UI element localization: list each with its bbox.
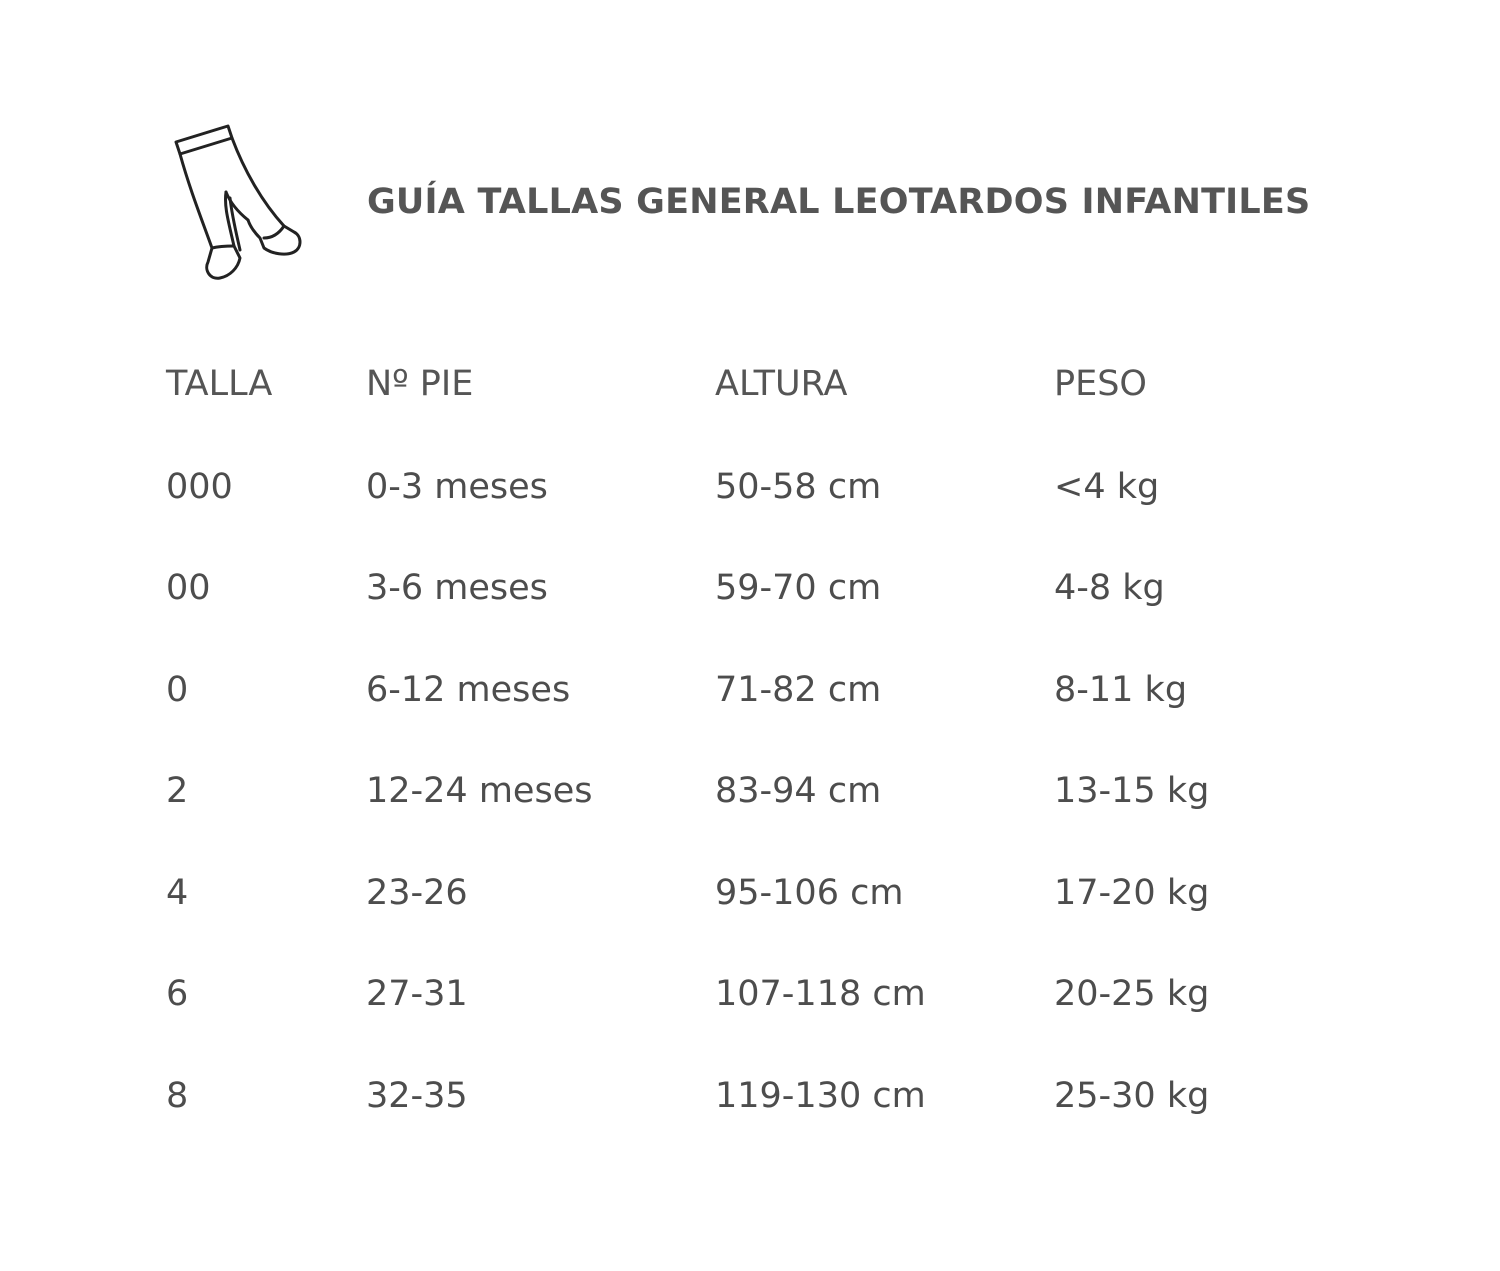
cell-talla: 00 xyxy=(166,568,211,609)
table-row xyxy=(166,639,1304,741)
cell-altura: 50-58 cm xyxy=(715,466,882,507)
cell-peso: 20-25 kg xyxy=(1054,974,1210,1015)
table-row xyxy=(166,944,1304,1046)
cell-peso: <4 kg xyxy=(1054,466,1160,507)
cell-pie: 12-24 meses xyxy=(366,771,593,812)
table-row xyxy=(166,538,1304,640)
size-table xyxy=(166,360,1304,1147)
column-header-altura: ALTURA xyxy=(715,364,848,404)
column-header-pie: Nº PIE xyxy=(366,364,474,404)
cell-peso: 17-20 kg xyxy=(1054,872,1210,913)
cell-peso: 13-15 kg xyxy=(1054,771,1210,812)
cell-altura: 107-118 cm xyxy=(715,974,926,1015)
table-row xyxy=(166,842,1304,944)
cell-talla: 4 xyxy=(166,872,189,913)
table-row xyxy=(166,741,1304,843)
cell-altura: 59-70 cm xyxy=(715,568,882,609)
cell-talla: 000 xyxy=(166,466,233,507)
cell-pie: 27-31 xyxy=(366,974,468,1015)
cell-altura: 83-94 cm xyxy=(715,771,882,812)
cell-peso: 25-30 kg xyxy=(1054,1075,1210,1116)
cell-pie: 32-35 xyxy=(366,1075,468,1116)
cell-talla: 8 xyxy=(166,1075,189,1116)
table-header-row xyxy=(166,360,1304,436)
cell-altura: 71-82 cm xyxy=(715,669,882,710)
column-header-peso: PESO xyxy=(1054,364,1147,404)
cell-pie: 0-3 meses xyxy=(366,466,548,507)
cell-pie: 3-6 meses xyxy=(366,568,548,609)
tights-icon xyxy=(168,120,310,288)
cell-talla: 0 xyxy=(166,669,189,710)
cell-peso: 4-8 kg xyxy=(1054,568,1165,609)
cell-altura: 119-130 cm xyxy=(715,1075,926,1116)
cell-altura: 95-106 cm xyxy=(715,872,904,913)
page-title: GUÍA TALLAS GENERAL LEOTARDOS INFANTILES xyxy=(367,182,1311,222)
column-header-talla: TALLA xyxy=(166,364,273,404)
table-row xyxy=(166,436,1304,538)
cell-pie: 23-26 xyxy=(366,872,468,913)
table-row xyxy=(166,1045,1304,1147)
cell-pie: 6-12 meses xyxy=(366,669,571,710)
cell-talla: 2 xyxy=(166,771,189,812)
cell-talla: 6 xyxy=(166,974,189,1015)
cell-peso: 8-11 kg xyxy=(1054,669,1188,710)
